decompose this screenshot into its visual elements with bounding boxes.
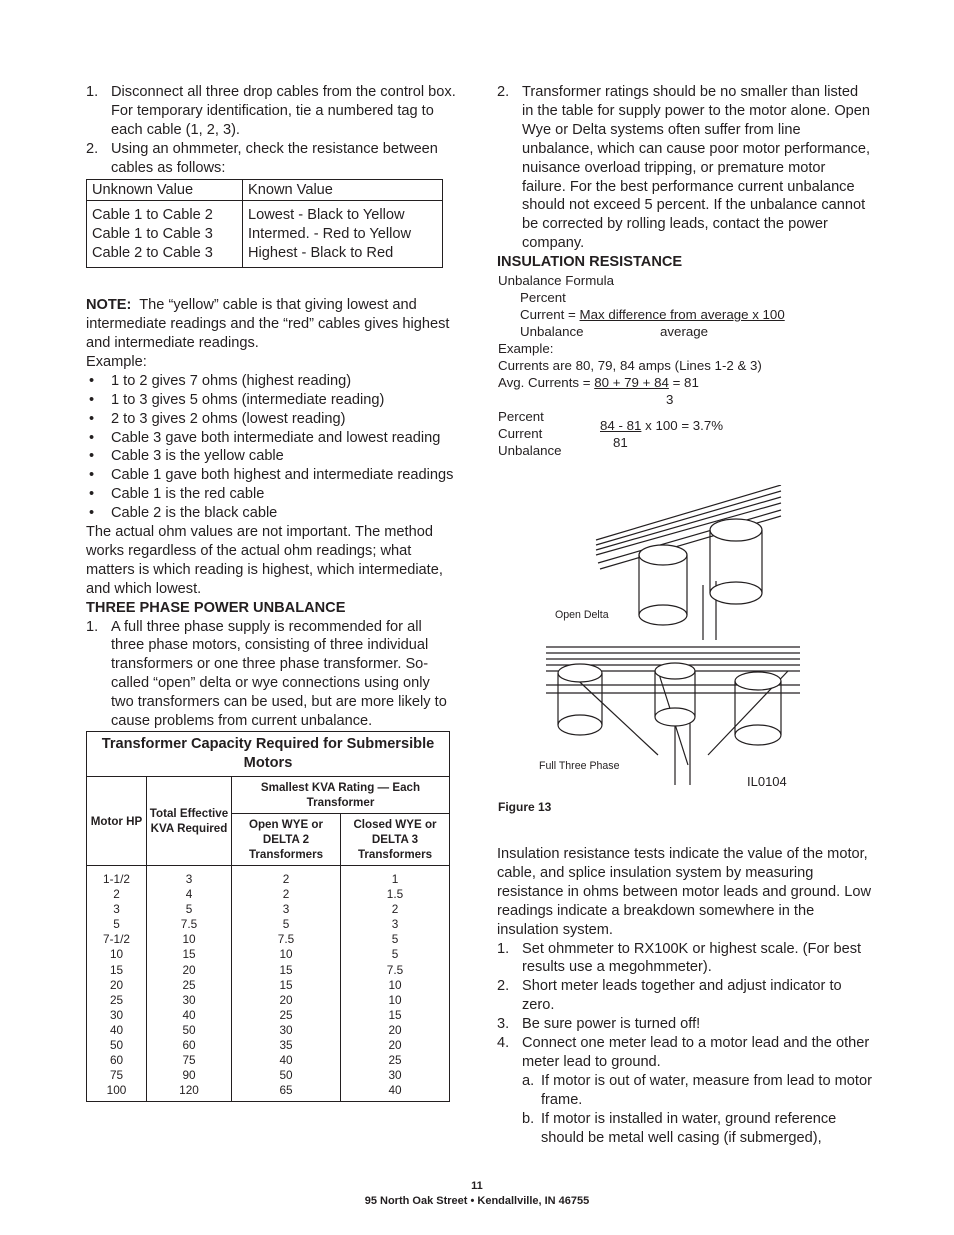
table-cell: 25 — [109, 992, 124, 1007]
list-item: • Cable 1 is the red cable — [89, 486, 265, 503]
table-header: Unknown Value — [87, 179, 243, 201]
table-cell: 5 — [185, 902, 193, 917]
section-heading-unbalance: THREE PHASE POWER UNBALANCE — [86, 599, 346, 616]
table-cell: 20 — [109, 977, 124, 992]
cable-resistance-table — [86, 179, 443, 269]
open-kva-column — [232, 866, 341, 1102]
table-cell: 7.5 — [180, 917, 198, 932]
table-cell: 20 — [279, 992, 293, 1007]
insulation-section — [497, 845, 872, 1148]
table-cell: 5 — [391, 932, 399, 947]
step-2: 2. Using an ohmmeter, check the resistance between cables as follows: — [86, 140, 438, 176]
table-cell: 15 — [182, 947, 196, 962]
table-cell: 7.5 — [386, 962, 404, 977]
insulation-step: 2. Short meter leads together and adjust indicator to zero. — [497, 978, 842, 1014]
left-column — [86, 83, 456, 1102]
percent-current-unbalance-example: Percent Current Unbalance 84 - 81 x 100 = 3.7% 81 — [498, 409, 724, 459]
table-cell: 5 — [282, 917, 290, 932]
table-cell: 10 — [182, 932, 196, 947]
table-cell: 30 — [279, 1022, 293, 1037]
table-cell: 15 — [279, 977, 293, 992]
table-cell: 7-1/2 — [103, 932, 130, 947]
col-header-open: Open WYE or DELTA 2 Transformers — [232, 814, 341, 866]
table-cell: 60 — [182, 1038, 196, 1053]
table-cell: 3 — [282, 902, 290, 917]
list-item: • Cable 2 is the black cable — [89, 505, 278, 522]
table-cell: 40 — [279, 1053, 293, 1068]
closed-kva-column — [341, 866, 450, 1102]
page-number: 11 — [471, 1180, 483, 1192]
full-three-phase-label: Full Three Phase — [539, 760, 620, 772]
table-cell: 25 — [182, 977, 196, 992]
table-header: Known Value — [243, 179, 443, 201]
table-cell: 50 — [279, 1068, 293, 1083]
table-cell: 40 — [182, 1007, 196, 1022]
table-cell: 65 — [279, 1083, 293, 1098]
table-cell: 15 — [109, 962, 124, 977]
table-cell: 20 — [388, 1022, 402, 1037]
table-cell: 50 — [182, 1022, 196, 1037]
unknown-values-cell: Cable 1 to Cable 2 Cable 1 to Cable 3 Cable 2 to Cable 3 — [87, 201, 243, 268]
footer-address: 95 North Oak Street • Kendallville, IN 46755 — [364, 1195, 590, 1207]
table-cell: 30 — [388, 1068, 402, 1083]
motor-hp-column — [87, 866, 147, 1102]
total-kva-column — [147, 866, 232, 1102]
list-item: • 2 to 3 gives 2 ohms (lowest reading) — [89, 410, 346, 427]
table-cell: 3 — [391, 917, 399, 932]
list-item: • Cable 1 gave both highest and intermediate readings — [89, 467, 454, 484]
transformer-illustration — [538, 485, 808, 785]
table-title: Transformer Capacity Required for Submersible Motors — [87, 732, 450, 777]
table-cell: 30 — [182, 992, 196, 1007]
table-cell: 2 — [113, 887, 120, 902]
table-cell: 60 — [109, 1053, 124, 1068]
table-cell: 75 — [182, 1053, 196, 1068]
unbalance-step-1: 1. A full three phase supply is recommended for all three phase motors, consisting of three individual transformers or one three phase transformer. So-called “open” delta or wye connections using only two transformers can be used, but are more likely to cause problems from current unbalance. — [86, 618, 447, 730]
table-cell: 1.5 — [386, 887, 404, 902]
step-1: 1. Disconnect all three drop cables from the control box. For temporary identification, tie a numbered tag to each cable (1, 2, 3). — [86, 84, 456, 138]
table-cell: 40 — [109, 1022, 124, 1037]
figure-caption: Figure 13 — [498, 800, 552, 814]
conclusion-paragraph: The actual ohm values are not important. The method works regardless of the actual ohm readings; what matters is which reading is highest, which intermediate, and which lowest. — [86, 524, 443, 597]
insulation-step: 1. Set ohmmeter to RX100K or highest scale. (For best results use a megohmmeter). — [497, 940, 862, 976]
step-2-transformer-ratings: 2. Transformer ratings should be no smaller than listed in the table for supply power to the motor alone. Open Wye or Delta systems often suffer from line unbalance, which can cause poor motor performance, nuisance overload tripping, or premature motor failure. For the best performance current unbalance should not exceed 5 percent. If the unbalance cannot be corrected by rolling leads, contact the power company. — [497, 84, 871, 252]
list-item: • Cable 3 is the yellow cable — [89, 448, 284, 465]
insulation-substep: b. If motor is installed in water, ground reference should be metal well casing (if submerged), — [522, 1110, 837, 1146]
table-cell: 40 — [388, 1083, 402, 1098]
table-cell: 25 — [388, 1053, 402, 1068]
insulation-substep: a. If motor is out of water, measure from lead to motor frame. — [522, 1072, 872, 1108]
list-item: • 1 to 2 gives 7 ohms (highest reading) — [89, 372, 352, 389]
table-cell: 90 — [182, 1068, 196, 1083]
list-item: • 1 to 3 gives 5 ohms (intermediate reading) — [89, 391, 385, 408]
col-header-total-kva: Total Effective KVA Required — [147, 777, 232, 866]
col-header-smallest-kva: Smallest KVA Rating — Each Transformer — [232, 777, 450, 814]
table-cell: 15 — [388, 1007, 402, 1022]
table-cell: 30 — [109, 1007, 124, 1022]
table-cell: 20 — [182, 962, 196, 977]
table-cell: 120 — [179, 1083, 199, 1098]
table-cell: 35 — [279, 1038, 293, 1053]
insulation-step: 3. Be sure power is turned off! — [497, 1016, 701, 1033]
col-header-closed: Closed WYE or DELTA 3 Transformers — [341, 814, 450, 866]
figure-code: IL0104 — [747, 774, 787, 789]
table-cell: 25 — [279, 1007, 293, 1022]
table-cell: 15 — [279, 962, 293, 977]
right-column — [497, 83, 872, 460]
table-cell: 3 — [113, 902, 120, 917]
table-cell: 2 — [282, 872, 290, 886]
insulation-intro: Insulation resistance tests indicate the value of the motor, cable, and splice insulation system by measuring resistance in ohms between motor leads and ground. Low readings indicate a breakdown somewhere in the insulation system. — [497, 846, 871, 938]
table-cell: 1-1/2 — [103, 872, 130, 886]
transformer-capacity-table — [86, 731, 450, 1102]
table-cell: 7.5 — [277, 932, 295, 947]
table-cell: 10 — [388, 977, 402, 992]
table-cell: 1 — [391, 872, 399, 886]
open-delta-label: Open Delta — [555, 609, 609, 621]
known-values-cell: Lowest - Black to Yellow Intermed. - Red to Yellow Highest - Black to Red — [243, 201, 443, 268]
table-cell: 2 — [391, 902, 399, 917]
insulation-step: 4. Connect one meter lead to a motor lead and the other meter lead to ground. — [497, 1035, 870, 1070]
col-header-motor-hp: Motor HP — [87, 777, 147, 866]
example-label: Example: — [86, 353, 147, 370]
table-cell: 2 — [282, 887, 290, 902]
table-cell: 10 — [388, 992, 402, 1007]
transformer-figure — [538, 485, 808, 789]
table-cell: 4 — [185, 887, 193, 902]
table-cell: 10 — [109, 947, 124, 962]
table-cell: 5 — [113, 917, 120, 932]
unbalance-formula: Unbalance Formula Percent Current = Max difference from average x 100 Unbalance average Example: Currents are 80, 79, 84 amps (Lines 1-2 & 3) Avg. Currents = 80 + 79 + 84 = 81 3 Percent Current Unbalance 84 - 81 x 100 = 3.7% 81 — [498, 272, 872, 460]
table-cell: 50 — [109, 1038, 124, 1053]
section-heading-insulation: INSULATION RESISTANCE — [497, 254, 683, 271]
list-item: • Cable 3 gave both intermediate and lowest reading — [89, 429, 441, 446]
table-cell: 100 — [106, 1083, 127, 1098]
table-cell: 5 — [391, 947, 399, 962]
table-cell: 10 — [279, 947, 293, 962]
table-cell: 75 — [109, 1068, 124, 1083]
table-cell: 20 — [388, 1038, 402, 1053]
note-paragraph: NOTE: The “yellow” cable is that giving lowest and intermediate readings and the “red” cables gives highest and intermediate readings. — [86, 297, 450, 351]
table-cell: 3 — [185, 872, 193, 886]
